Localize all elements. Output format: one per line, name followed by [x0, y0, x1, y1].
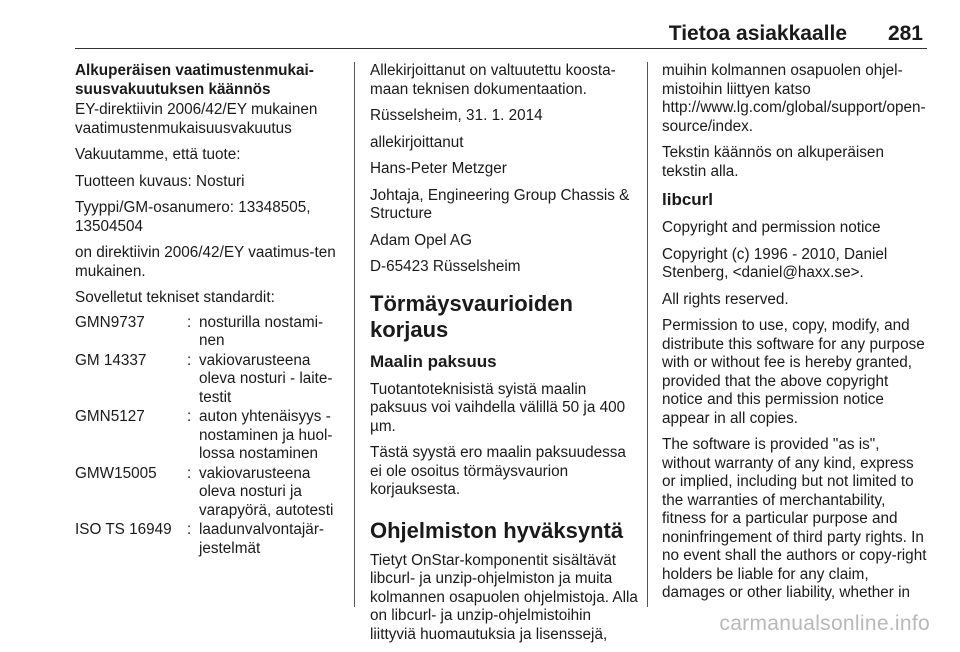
separator: :	[187, 408, 192, 425]
site-watermark: carmanualsonline.info	[719, 612, 930, 635]
translation-note: Tekstin käännös on alkuperäisen tekstin alla.	[662, 144, 884, 180]
paint-difference-text: Tästä syystä ero maalin paksuudessa ei ole osoitus törmäysvaurion korjauksesta.	[370, 444, 626, 498]
page-number: 281	[887, 22, 923, 45]
declare-text: Vakuutamme, että tuote:	[75, 146, 241, 163]
permission-text: Permission to use, copy, modify, and distribute this software for any purpose with or without fee is hereby granted, provided that the above copyright notice and this permission notice appear in all copies.	[662, 317, 925, 427]
table-row	[75, 465, 343, 522]
standard-code: GMN9737	[75, 313, 145, 331]
column-1	[75, 62, 343, 559]
table-row	[75, 521, 343, 559]
separator: :	[187, 313, 192, 331]
standard-code: GMW15005	[75, 464, 157, 482]
paint-thickness-text: Tuotantoteknisistä syistä maalin paksuus voi vaihdella välillä 50 ja 400 µm.	[370, 380, 626, 435]
product-description: Tuotteen kuvaus: Nosturi	[75, 172, 245, 190]
standards-table	[75, 314, 343, 560]
rights-reserved: All rights reserved.	[662, 290, 789, 308]
declaration-heading	[75, 62, 343, 99]
section-title: Tietoa asiakkaalle	[668, 22, 847, 45]
separator: :	[187, 521, 192, 538]
standard-description: vakiovarusteena oleva nosturi ja varapyörä, autotesti	[199, 464, 334, 519]
standards-intro: Sovelletut tekniset standardit:	[75, 289, 275, 306]
software-components-text: Tietyt OnStar-komponentit sisältävät libcurl- ja unzip-ohjelmiston ja muita kolmannen osapuolen ohjelmistoja. Alla on libcurl- ja unzip-ohjelmistoihin liittyviä huomautuksia ja lisenssejä,	[370, 551, 638, 643]
standard-description: vakiovarusteena oleva nosturi - laite-testit	[199, 351, 333, 406]
page-header	[75, 18, 927, 49]
signer-name: Hans-Peter Metzger	[370, 160, 507, 177]
part-numbers: Tyyppi/GM-osanumero: 13348505, 13504504	[75, 199, 311, 235]
column-divider-1	[354, 62, 355, 607]
standard-code: ISO TS 16949	[75, 521, 172, 538]
table-row	[75, 352, 343, 409]
signed-label: allekirjoittanut	[370, 133, 464, 151]
company-address: D-65423 Rüsselsheim	[370, 258, 521, 275]
declaration-heading-line2: suusvakuutuksen käännös	[75, 80, 271, 98]
standard-code: GMN5127	[75, 408, 145, 425]
third-party-link-text: muihin kolmannen osapuolen ohjel-mistoihin liittyen katso http://www.lg.com/global/support/open-source/index.	[662, 62, 926, 135]
column-3	[662, 62, 930, 611]
conformity-text: on direktiivin 2006/42/EY vaatimus-ten mukainen.	[75, 244, 336, 280]
declaration-heading-line1: Alkuperäisen vaatimustenmukai-	[75, 62, 314, 79]
copyright-line: Copyright (c) 1996 - 2010, Daniel Stenberg, <daniel@haxx.se>.	[662, 245, 888, 281]
table-row	[75, 314, 343, 352]
authorized-text: Allekirjoittanut on valtuutettu koosta-maan teknisen dokumentaation.	[370, 62, 616, 98]
standard-description: nosturilla nostami-nen	[199, 313, 324, 349]
standard-code: GM 14337	[75, 351, 147, 369]
paint-thickness-heading: Maalin paksuus	[370, 351, 497, 371]
company-name: Adam Opel AG	[370, 231, 473, 249]
crash-repair-heading: Törmäysvaurioiden korjaus	[370, 290, 573, 342]
column-2	[370, 62, 638, 652]
libcurl-heading: libcurl	[662, 190, 714, 209]
copyright-notice-title: Copyright and permission notice	[662, 219, 881, 236]
signer-title: Johtaja, Engineering Group Chassis & Structure	[370, 186, 630, 222]
software-approval-heading: Ohjelmiston hyväksyntä	[370, 517, 624, 543]
place-date: Rüsselsheim, 31. 1. 2014	[370, 107, 543, 124]
column-divider-2	[647, 62, 648, 607]
warranty-text: The software is provided "as is", without warranty of any kind, express or implied, including but not limited to the warranties of merchantability, fitness for a particular purpose and noninfringement of third party rights. In no event shall the authors or copy-right holders be liable for any claim, damages or other liability, whether in	[662, 436, 927, 601]
standard-description: auton yhtenäisyys - nostaminen ja huol-lossa nostaminen	[199, 408, 333, 462]
standard-description: laadunvalvontajär-jestelmät	[199, 521, 325, 557]
separator: :	[187, 351, 192, 369]
table-row	[75, 408, 343, 465]
separator: :	[187, 464, 192, 482]
directive-text: EY-direktiivin 2006/42/EY mukainen vaatimustenmukaisuusvakuutus	[75, 101, 318, 137]
